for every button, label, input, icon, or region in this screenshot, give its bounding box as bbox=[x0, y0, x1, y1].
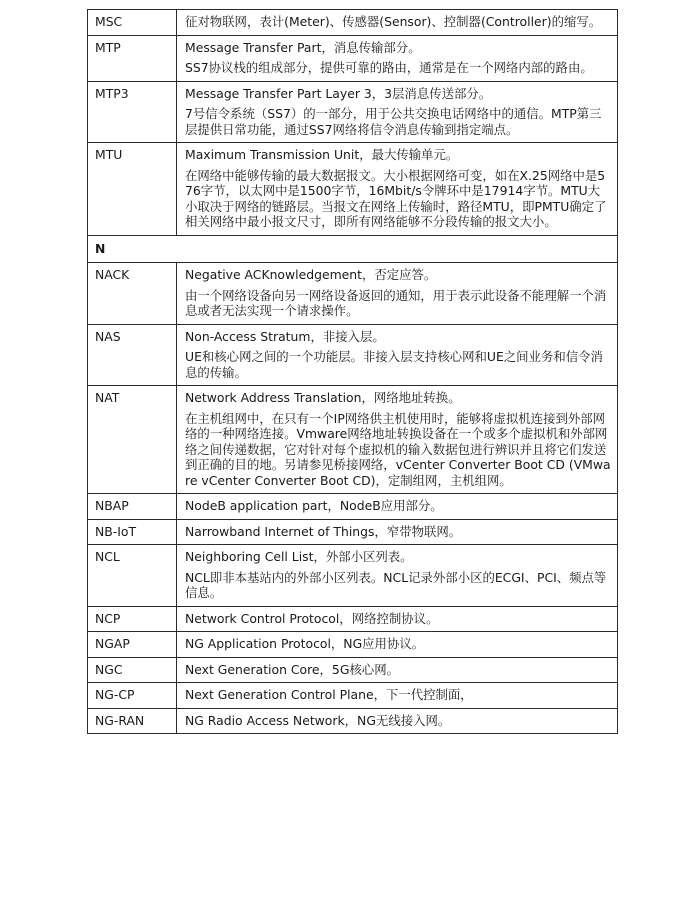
definition-expansion: Narrowband Internet of Things，窄带物联网。 bbox=[185, 523, 462, 539]
table-row bbox=[88, 81, 618, 143]
table-row bbox=[88, 494, 618, 520]
table-row bbox=[88, 708, 618, 734]
definition-expansion: Neighboring Cell List，外部小区列表。 bbox=[185, 549, 413, 564]
table-row bbox=[88, 606, 618, 632]
table-row bbox=[88, 632, 618, 658]
definition-expansion: Negative ACKnowledgement，否定应答。 bbox=[185, 267, 437, 282]
table-row bbox=[88, 386, 618, 494]
definition-expansion: Message Transfer Part，消息传输部分。 bbox=[185, 39, 421, 55]
definition-cell bbox=[177, 81, 618, 143]
definition-cell bbox=[177, 657, 618, 683]
term-cell: NAT bbox=[88, 386, 177, 494]
definition-expansion: Non-Access Stratum，非接入层。 bbox=[185, 328, 385, 344]
term-cell: MTU bbox=[88, 143, 177, 236]
table-row bbox=[88, 35, 618, 81]
definition-description: NCL即非本基站内的外部小区列表。NCL记录外部小区的ECGI、PCI、频点等信息。 bbox=[185, 569, 607, 600]
definition-expansion: Next Generation Control Plane，下一代控制面， bbox=[185, 687, 473, 702]
term-cell: NG-RAN bbox=[88, 708, 177, 734]
term-cell: NAS bbox=[88, 324, 177, 386]
term-cell: NG-CP bbox=[88, 683, 177, 709]
term-cell: NB-IoT bbox=[88, 519, 177, 545]
table-row bbox=[88, 519, 618, 545]
section-letter: N bbox=[88, 235, 618, 263]
definition-cell bbox=[177, 519, 618, 545]
term-cell: NCP bbox=[88, 606, 177, 632]
term-cell: NGAP bbox=[88, 632, 177, 658]
term-cell: MTP bbox=[88, 35, 177, 81]
definition-expansion: Network Control Protocol，网络控制协议。 bbox=[185, 610, 439, 626]
definition-description: 7号信令系统（SS7）的一部分，用于公共交换电话网络中的通信。MTP第三层提供日常功能，通过SS7网络将信令消息传输到指定端点。 bbox=[185, 106, 602, 137]
definition-description: UE和核心网之间的一个功能层。非接入层支持核心网和UE之间业务和信令消息的传输。 bbox=[185, 349, 603, 380]
definition-cell bbox=[177, 324, 618, 386]
definition-expansion: NodeB application part，NodeB应用部分。 bbox=[185, 498, 443, 513]
definition-cell bbox=[177, 606, 618, 632]
definition-expansion: NG Application Protocol，NG应用协议。 bbox=[185, 636, 425, 651]
table-row bbox=[88, 263, 618, 325]
definition-cell bbox=[177, 386, 618, 494]
definition-cell bbox=[177, 545, 618, 607]
term-cell: NCL bbox=[88, 545, 177, 607]
definition-expansion: Network Address Translation，网络地址转换。 bbox=[185, 390, 461, 405]
definition-cell bbox=[177, 632, 618, 658]
table-row bbox=[88, 657, 618, 683]
glossary-body bbox=[88, 10, 618, 734]
definition-cell bbox=[177, 263, 618, 325]
definition-expansion: Message Transfer Part Layer 3，3层消息传送部分。 bbox=[185, 85, 492, 101]
definition-expansion: Next Generation Core，5G核心网。 bbox=[185, 661, 399, 677]
definition-cell bbox=[177, 494, 618, 520]
definition-cell bbox=[177, 708, 618, 734]
table-row bbox=[88, 324, 618, 386]
term-cell: MTP3 bbox=[88, 81, 177, 143]
definition-description: 在网络中能够传输的最大数据报文。大小根据网络可变，如在X.25网络中是576字节，以太网中是1500字节，16Mbit/s令牌环中是17914字节。MTU大小取决于网络的链路层。当报文在网络上传输时，路径MTU，即PMTU确定了相关网络中最小报文尺寸，即所有网络能够不分段传输的报文大小。 bbox=[185, 167, 607, 229]
definition-description: SS7协议栈的组成部分，提供可靠的路由，通常是在一个网络内部的路由。 bbox=[185, 60, 593, 75]
definition-cell bbox=[177, 143, 618, 236]
table-row bbox=[88, 545, 618, 607]
definition-cell bbox=[177, 10, 618, 36]
term-cell: NACK bbox=[88, 263, 177, 325]
term-cell: MSC bbox=[88, 10, 177, 36]
term-cell: NBAP bbox=[88, 494, 177, 520]
table-row bbox=[88, 143, 618, 236]
definition-expansion: NG Radio Access Network，NG无线接入网。 bbox=[185, 712, 451, 728]
table-row bbox=[88, 10, 618, 36]
definition-expansion: 征对物联网，表计(Meter)、传感器(Sensor)、控制器(Controller)的缩写。 bbox=[185, 14, 602, 29]
definition-cell bbox=[177, 35, 618, 81]
definition-description: 在主机组网中，在只有一个IP网络供主机使用时，能够将虚拟机连接到外部网络的一种网络连接。Vmware网络地址转换设备在一个或多个虚拟机和外部网络之间传递数据，它对针对每个虚拟机的输入数据包进行辨识并且将它们发送到正确的目的地。另请参见桥接网络，vCenter Converter Boot CD (VMware vCenter Converter Boot CD)，定制组网，主机组网。 bbox=[185, 410, 611, 488]
glossary-table bbox=[87, 9, 618, 734]
definition-description: 由一个网络设备向另一网络设备返回的通知，用于表示此设备不能理解一个消息或者无法实现一个请求操作。 bbox=[185, 287, 607, 318]
definition-expansion: Maximum Transmission Unit，最大传输单元。 bbox=[185, 147, 459, 162]
definition-cell bbox=[177, 683, 618, 709]
table-row bbox=[88, 683, 618, 709]
section-header-row bbox=[88, 235, 618, 263]
term-cell: NGC bbox=[88, 657, 177, 683]
